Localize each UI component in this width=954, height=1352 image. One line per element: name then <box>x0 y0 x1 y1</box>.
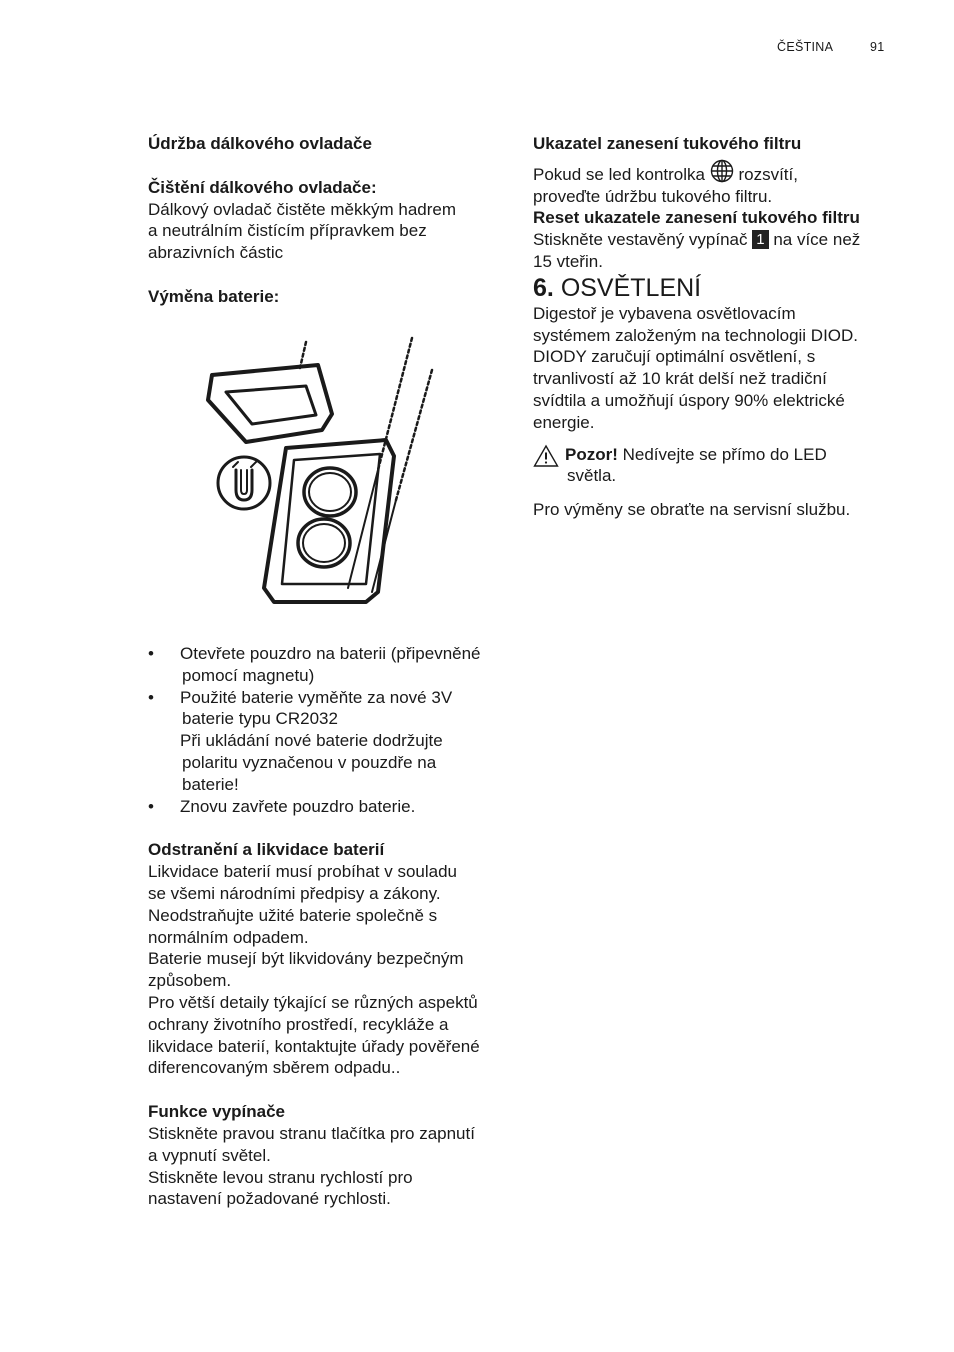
grease-text-part: rozsvítí, <box>738 164 798 184</box>
list-item-text: polaritu vyznačenou v pouzdře na <box>182 752 437 772</box>
switch-text-line: Stiskněte levou stranu rychlostí pro <box>148 1167 413 1187</box>
heading-grease-filter-indicator: Ukazatel zanesení tukového filtru <box>533 134 802 153</box>
warning-text-line: světla. <box>567 466 617 486</box>
section-title: OSVĚTLENÍ <box>560 273 702 302</box>
cleaning-text-line: Dálkový ovladač čistěte měkkým hadrem <box>148 199 457 219</box>
bullet: • <box>148 687 154 707</box>
list-item <box>148 687 528 796</box>
grease-text-line: proveďte údržbu tukového filtru. <box>533 186 773 206</box>
list-item-text: Použité baterie vyměňte za nové 3V <box>180 687 453 707</box>
lighting-text-line: DIODY zaručují optimální osvětlení, s <box>533 347 816 367</box>
battery-replacement-illustration <box>200 330 450 610</box>
running-header-language: ČEŠTINA <box>777 40 834 54</box>
list-item-text: Otevřete pouzdro na baterii (připevněné <box>180 644 481 663</box>
service-text: Pro výměny se obraťte na servisní službu. <box>533 500 851 520</box>
lighting-text-line: trvanlivostí až 10 krát delší než tradiční <box>533 369 827 389</box>
list-item-text: Znovu zavřete pouzdro baterie. <box>180 796 416 816</box>
cleaning-text-line: abrazivních částic <box>148 243 284 263</box>
left-column-bottom <box>148 643 528 1210</box>
disposal-text-line: způsobem. <box>148 971 232 991</box>
warning-text: Nedívejte se přímo do LED <box>622 444 827 464</box>
page-number: 91 <box>870 40 885 54</box>
heading-battery-replacement: Výměna baterie: <box>148 286 280 306</box>
left-column-top <box>148 133 518 308</box>
heading-remote-maintenance: Údržba dálkového ovladače <box>148 134 372 153</box>
reset-text-part: Stiskněte vestavěný vypínač <box>533 230 748 250</box>
grease-text-part: Pokud se led kontrolka <box>533 164 705 184</box>
lighting-text-line: energie. <box>533 412 595 432</box>
cleaning-text-line: a neutrálním čistícím přípravkem bez <box>148 221 427 241</box>
section-number: 6. <box>533 273 554 302</box>
list-item-text: Při ukládání nové baterie dodržujte <box>180 731 443 751</box>
lighting-text-line: svídtila a umožňují úspory 90% elektrické <box>533 390 845 410</box>
magnet-symbol-icon <box>218 457 270 509</box>
grease-text-line <box>533 159 913 186</box>
section-heading-lighting <box>533 273 913 303</box>
right-column <box>533 133 913 521</box>
list-item <box>148 796 528 818</box>
disposal-text-line: ochrany životního prostředí, recykláže a <box>148 1014 449 1034</box>
list-item-text: pomocí magnetu) <box>182 665 315 685</box>
disposal-text-line: se všemi národními předpisy a zákony. <box>148 883 441 903</box>
lighting-text-line: systémem založeným na technologii DIOD. <box>533 325 859 345</box>
reset-text-line <box>533 229 913 251</box>
disposal-text-line: Baterie musejí být likvidovány bezpečným <box>148 949 464 969</box>
bullet: • <box>148 796 154 816</box>
disposal-text-line: Likvidace baterií musí probíhat v souladu <box>148 862 458 882</box>
disposal-text-line: Pro větší detaily týkající se různých aspektů <box>148 992 478 1012</box>
warning-text-line <box>565 444 913 466</box>
grease-filter-globe-icon <box>710 159 734 183</box>
lighting-text-line: Digestoř je vybavena osvětlovacím <box>533 303 796 323</box>
switch-text-line: Stiskněte pravou stranu tlačítka pro zapnutí <box>148 1123 475 1143</box>
warning-note <box>533 444 913 488</box>
battery-steps-list <box>148 643 528 817</box>
warning-triangle-icon <box>533 444 559 468</box>
button-number-badge: 1 <box>752 230 768 249</box>
list-item-text: baterie typu CR2032 <box>182 709 338 729</box>
warning-label: Pozor! <box>565 444 618 464</box>
disposal-text-line: diferencovaným sběrem odpadu.. <box>148 1058 401 1078</box>
list-item <box>148 643 528 687</box>
disposal-text-line: normálním odpadem. <box>148 927 309 947</box>
list-item-text: baterie! <box>182 774 239 794</box>
bullet: • <box>148 644 154 663</box>
heading-battery-disposal: Odstranění a likvidace baterií <box>148 840 385 860</box>
disposal-text-line: Neodstraňujte užité baterie společně s <box>148 905 438 925</box>
disposal-text-line: likvidace baterií, kontaktujte úřady pověřené <box>148 1036 480 1056</box>
switch-text-line: a vypnutí světel. <box>148 1145 271 1165</box>
reset-text-part: na více než <box>773 230 861 250</box>
heading-switch-function: Funkce vypínače <box>148 1102 286 1122</box>
reset-text-line: 15 vteřin. <box>533 251 603 271</box>
switch-text-line: nastavení požadované rychlosti. <box>148 1189 391 1209</box>
heading-reset-indicator: Reset ukazatele zanesení tukového filtru <box>533 208 860 228</box>
heading-remote-cleaning: Čištění dálkového ovladače: <box>148 177 377 197</box>
